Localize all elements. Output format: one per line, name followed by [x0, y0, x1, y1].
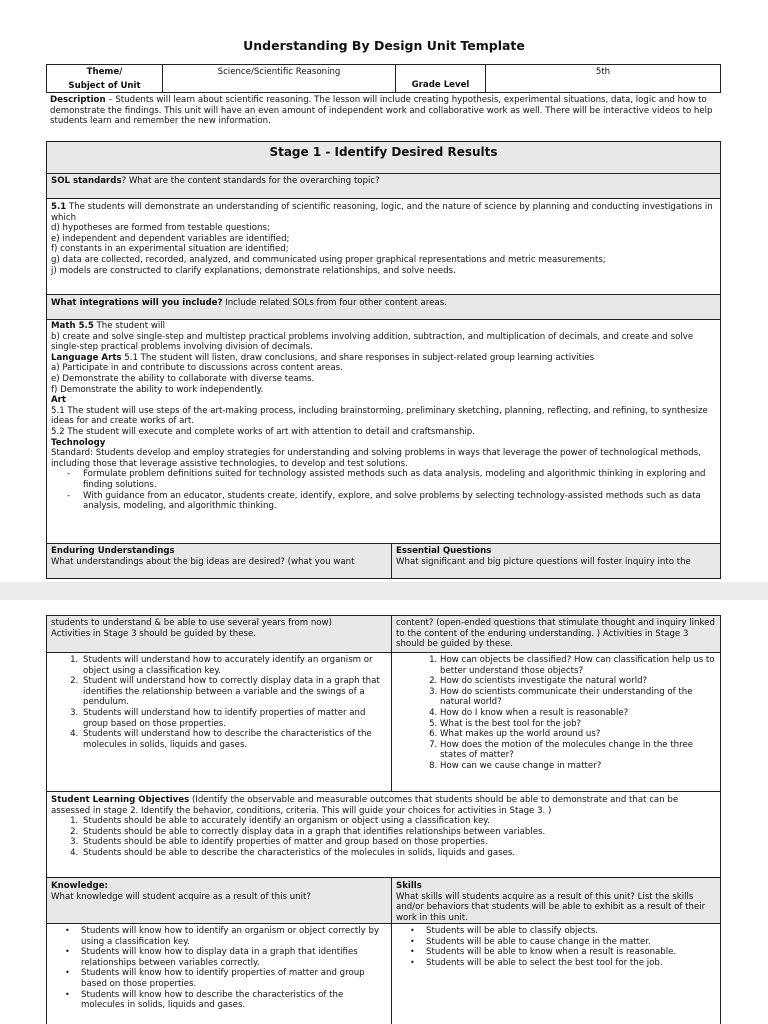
la-item: a) Participate in and contribute to discussions across content areas. — [51, 363, 343, 374]
header-table — [46, 64, 721, 93]
integrations-content — [46, 319, 721, 544]
math-label: Math 5.5 — [51, 321, 94, 331]
sol-intro: The students will demonstrate an understanding of scientific reasoning, logic, and the nature of science by planning and conducting investigations in which — [51, 202, 713, 223]
skills-list — [396, 926, 716, 968]
sol-item: e) independent and dependent variables are identified; — [51, 233, 290, 244]
eq-list-cell — [391, 652, 721, 792]
eq-item: 3. How do scientists communicate their understanding of the natural world? — [440, 687, 716, 708]
sol-item: j) models are constructed to clarify explanations, demonstrate relationships, and solve needs. — [51, 265, 456, 276]
theme-value: Science/Scientific Reasoning — [217, 67, 341, 77]
sol-label-row — [46, 173, 721, 199]
sol-code: 5.1 — [51, 202, 67, 212]
knowledge-item: • Students will know how to describe the characteristics of the molecules in solids, liquids and gases. — [81, 990, 387, 1011]
sol-item: g) data are collected, recorded, analyzed, and communicated using proper graphical representations and metric measurements; — [51, 254, 606, 265]
eq-list — [396, 655, 716, 772]
eu-item: 1. Students will understand how to accurately identify an organism or object using a classification key. — [81, 655, 387, 676]
integrations-prompt: Include related SOLs from four other content areas. — [222, 298, 447, 308]
eu-prompt-1: What understandings about the big ideas are desired? (what you want — [51, 556, 355, 567]
grade-label: Grade Level — [411, 80, 470, 90]
sol-item: d) hypotheses are formed from testable questions; — [51, 223, 270, 234]
slo-cell — [46, 791, 721, 878]
sol-prompt: ? What are the content standards for the overarching topic? — [121, 176, 380, 186]
knowledge-item: • Students will know how to display data in a graph that identifies relationships between variables correctly. — [81, 947, 387, 968]
tech-standard: Standard: Students develop and employ strategies for understanding and solving problems in ways that leverage the power of technological methods, including those that leverage assistive technologies, to develop and test solutions. — [51, 448, 701, 469]
knowledge-label: Knowledge: — [51, 881, 108, 891]
eq-prompt-2: content? (open-ended questions that stimulate thought and inquiry linked to the content of the enduring understanding. ) Activities in Stage 3 should be guided by these. — [396, 618, 715, 650]
eq-header-p1 — [391, 543, 721, 579]
slo-prompt: (Identify the observable and measurable outcomes that students should be able to demonstrate and that can be assessed in stage 2. Identify the behavior, conditions, criteria. This will guide your choices for activities in Stage 3. ) — [51, 795, 679, 816]
tech-list — [51, 469, 716, 511]
integrations-label: What integrations will you include? — [51, 298, 223, 308]
slo-item: 1. Students should be able to accurately identify an organism or object using a classification key. — [81, 816, 716, 827]
eq-item: 4. How do I know when a result is reasonable? — [440, 708, 716, 719]
sol-label: SOL standards — [51, 176, 122, 186]
art-item: 5.2 The student will execute and complete works of art with attention to detail and craftsmanship. — [51, 426, 475, 437]
eq-prompt-1: What significant and big picture questions will foster inquiry into the — [396, 556, 691, 567]
skills-item: • Students will be able to classify objects. — [426, 926, 716, 937]
math-text: b) create and solve single-step and multistep practical problems involving addition, subtraction, and multiplication of decimals, and create and solve single-step practical problems involving division of decimals. — [51, 331, 694, 353]
knowledge-item: • Students will know how to identify an organism or object correctly by using a classification key. — [81, 926, 387, 947]
description — [50, 95, 718, 127]
eq-header-p2 — [391, 615, 721, 653]
art-label-text: Art — [51, 395, 66, 406]
eq-item: 7. How does the motion of the molecules change in the three states of matter? — [440, 740, 716, 761]
eu-prompt-2: students to understand & be able to use several years from now) — [51, 618, 332, 628]
tech-item: - Formulate problem definitions suited for technology assisted methods such as data analysis, modeling and algorithmic thinking in exploring and finding solutions. — [83, 469, 716, 490]
document-page-2 — [0, 600, 768, 1024]
knowledge-prompt: What knowledge will student acquire as a result of this unit? — [51, 891, 311, 902]
la-line — [51, 353, 716, 364]
grade-value: 5th — [595, 67, 611, 77]
slo-item: 4. Students should be able to describe the characteristics of the molecules in solids, liquids and gases. — [81, 848, 716, 859]
skills-item: • Students will be able to know when a result is reasonable. — [426, 947, 716, 958]
eu-label: Enduring Understandings — [51, 546, 175, 556]
la-item: f) Demonstrate the ability to work independently. — [51, 384, 264, 395]
eu-header-p2 — [46, 615, 392, 653]
description-text: – Students will learn about scientific reasoning. The lesson will include creating hypothesis, experimental situations, data, logic and how to demonstrate the findings. This unit will have an even amount of independent work and collaborative work as well. There will be interactive videos to help students learn and remember the new information. — [50, 95, 713, 127]
skills-item: • Students will be able to select the best tool for the job. — [426, 958, 716, 969]
eq-item: 8. How can we cause change in matter? — [440, 761, 716, 772]
math-line — [51, 321, 716, 332]
eq-item: 1. How can objects be classified? How can classification help us to better understand those objects? — [440, 655, 716, 676]
integrations-label-row — [46, 294, 721, 320]
slo-intro — [51, 795, 716, 816]
eu-prompt-3: Activities in Stage 3 should be guided by these. — [51, 628, 257, 639]
knowledge-list-cell — [46, 923, 392, 1024]
la-intro: 5.1 The student will listen, draw conclusions, and share responses in subject-related group learning activities — [121, 352, 595, 363]
la-label: Language Arts — [51, 352, 122, 363]
stage1-title: Stage 1 - Identify Desired Results — [269, 145, 498, 159]
math-intro: The student will — [93, 321, 166, 331]
knowledge-list — [51, 926, 387, 1011]
eq-label: Essential Questions — [396, 546, 492, 556]
document-title: Understanding By Design Unit Template — [243, 38, 525, 53]
sol-intro-line — [51, 202, 716, 223]
eq-item: 2. How do scientists investigate the natural world? — [440, 676, 716, 687]
art-item: 5.1 The student will use steps of the art-making process, including brainstorming, preliminary sketching, planning, reflecting, and refining, to synthesize ideas for and create works of art. — [51, 405, 708, 427]
eu-header-p1 — [46, 543, 392, 579]
skills-item: • Students will be able to cause change in the matter. — [426, 937, 716, 948]
grade-value-cell — [486, 65, 720, 92]
sol-item: f) constants in an experimental situation are identified; — [51, 244, 289, 255]
eu-list-cell — [46, 652, 392, 792]
eu-item: 2. Student will understand how to correctly display data in a graph that identifies the relationship between a variable and the swings of a pendulum. — [81, 676, 387, 708]
eq-item: 5. What is the best tool for the job? — [440, 719, 716, 730]
subject-label: Subject of Unit — [68, 80, 141, 91]
skills-header — [391, 877, 721, 924]
eu-list — [51, 655, 387, 750]
eu-item: 4. Students will understand how to describe the characteristics of the molecules in solids, liquids and gases. — [81, 729, 387, 750]
stage1-header — [46, 141, 721, 174]
theme-value-cell — [163, 65, 396, 92]
slo-item: 3. Students should be able to identify properties of matter and group based on those properties. — [81, 837, 716, 848]
knowledge-item: • Students will know how to identify properties of matter and group based on those properties. — [81, 968, 387, 989]
slo-list — [51, 816, 716, 858]
eq-item: 6. What makes up the world around us? — [440, 729, 716, 740]
skills-prompt: What skills will students acquire as a result of this unit? List the skills and/or behaviors that students will be able to exhibit as a result of their work in this unit. — [396, 891, 706, 923]
tech-label-text: Technology — [51, 437, 106, 448]
slo-item: 2. Students should be able to correctly display data in a graph that identifies relationships between variables. — [81, 827, 716, 838]
knowledge-header — [46, 877, 392, 924]
theme-label: Theme/ — [86, 67, 123, 77]
tech-item: - With guidance from an educator, students create, identify, explore, and solve problems by selecting technology-assisted methods such as data analysis, modeling, and algorithmic thinking. — [83, 491, 716, 512]
theme-label-cell — [47, 65, 163, 92]
art-label — [51, 395, 716, 406]
slo-label: Student Learning Objectives — [51, 795, 190, 805]
la-item: e) Demonstrate the ability to collaborate with diverse teams. — [51, 373, 315, 384]
eu-item: 3. Students will understand how to identify properties of matter and group based on those properties. — [81, 708, 387, 729]
grade-label-cell — [396, 65, 486, 92]
skills-label: Skills — [396, 881, 422, 891]
description-label: Description — [50, 95, 106, 105]
tech-label — [51, 438, 716, 449]
skills-list-cell — [391, 923, 721, 1024]
sol-content — [46, 198, 721, 295]
